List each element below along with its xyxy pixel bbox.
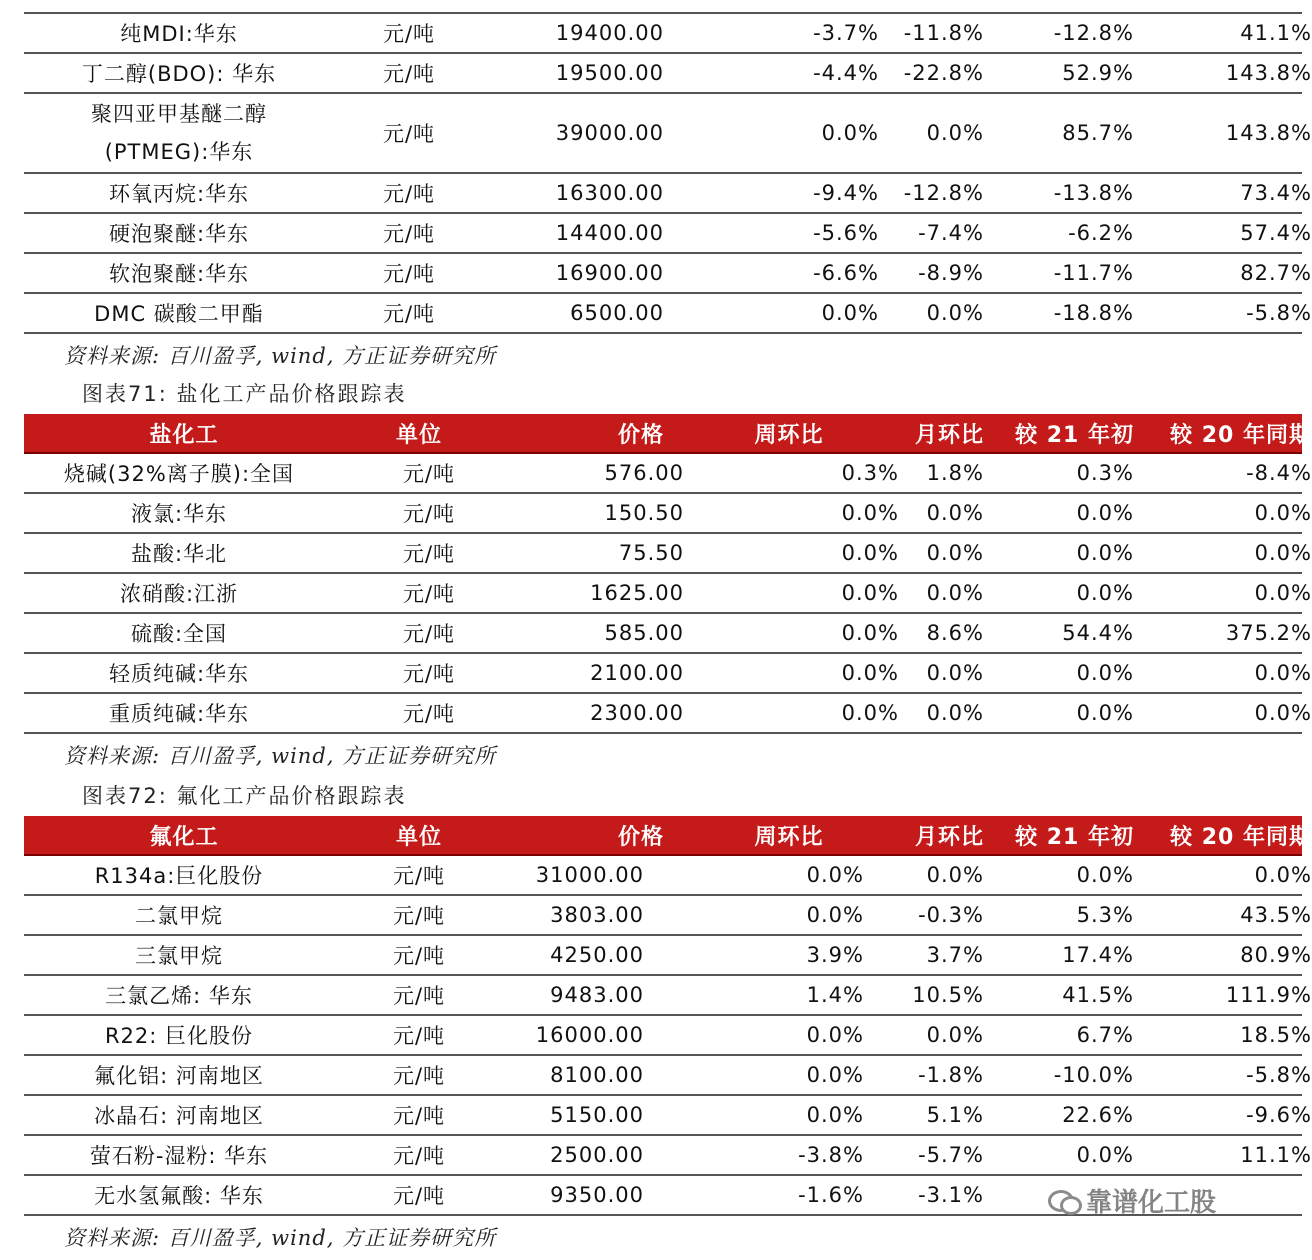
cell-vs-21-start: 41.5% <box>1062 983 1134 1007</box>
cell-vs-21-start: 0.0% <box>1076 701 1134 725</box>
table-row <box>24 856 1312 896</box>
cell-vs-21-start: -18.8% <box>1053 301 1134 325</box>
cell-unit: 元/吨 <box>382 62 436 86</box>
cell-price: 2300.00 <box>590 701 684 725</box>
cell-price: 9350.00 <box>550 1183 644 1207</box>
table-72 <box>24 816 1312 1216</box>
cell-month-change: 1.8% <box>926 461 984 485</box>
cell-month-change: 0.0% <box>926 863 984 887</box>
cell-price: 3803.00 <box>550 903 644 927</box>
cell-week-change: -4.4% <box>813 61 879 85</box>
header-price: 价格 <box>617 824 664 850</box>
cell-price: 19400.00 <box>555 21 664 45</box>
cell-month-change: -1.8% <box>918 1063 984 1087</box>
cell-price: 4250.00 <box>550 943 644 967</box>
cell-week-change: 0.0% <box>841 621 899 645</box>
cell-week-change: 0.0% <box>841 661 899 685</box>
cell-week-change: 0.0% <box>806 1023 864 1047</box>
cell-price: 6500.00 <box>570 301 664 325</box>
table-row <box>24 214 1312 254</box>
header-vs-21-start: 较 21 年初 <box>1015 422 1134 448</box>
header-week-change: 周环比 <box>754 824 824 850</box>
table-row <box>24 614 1312 654</box>
cell-name: 液氯:华东 <box>130 502 228 526</box>
watermark-text: 靠谱化工股 <box>1086 1187 1217 1218</box>
table-header-row <box>24 816 1312 856</box>
cell-unit: 元/吨 <box>392 1064 446 1088</box>
cell-vs-21-start: -10.0% <box>1053 1063 1134 1087</box>
cell-month-change: 0.0% <box>926 701 984 725</box>
cell-name: R22: 巨化股份 <box>104 1024 254 1048</box>
cell-week-change: 3.9% <box>806 943 864 967</box>
cell-month-change: -0.3% <box>918 903 984 927</box>
header-price: 价格 <box>617 422 664 448</box>
cell-month-change: 0.0% <box>926 581 984 605</box>
cell-unit: 元/吨 <box>392 904 446 928</box>
table-row <box>24 14 1312 54</box>
cell-month-change: 0.0% <box>926 541 984 565</box>
cell-name: 轻质纯碱:华东 <box>108 662 250 686</box>
header-vs-21-start: 较 21 年初 <box>1015 824 1134 850</box>
cell-week-change: -6.6% <box>813 261 879 285</box>
table-row <box>24 574 1312 614</box>
cell-price: 19500.00 <box>555 61 664 85</box>
cell-name: 萤石粉-湿粉: 华东 <box>89 1144 269 1168</box>
cell-vs-20-same: 0.0% <box>1254 581 1312 605</box>
cell-unit: 元/吨 <box>392 1024 446 1048</box>
header-month-change: 月环比 <box>914 422 984 448</box>
watermark <box>1046 1182 1276 1218</box>
cell-price: 585.00 <box>604 621 684 645</box>
cell-vs-20-same: 57.4% <box>1240 221 1312 245</box>
table-71 <box>24 414 1312 734</box>
cell-week-change: 0.3% <box>841 461 899 485</box>
cell-unit: 元/吨 <box>382 182 436 206</box>
cell-month-change: -11.8% <box>903 21 984 45</box>
cell-vs-21-start: -11.7% <box>1053 261 1134 285</box>
table-row <box>24 896 1312 936</box>
source-note: 资料来源: 百川盈孚, wind, 方正证券研究所 <box>64 744 497 768</box>
cell-month-change: -22.8% <box>903 61 984 85</box>
cell-week-change: 0.0% <box>841 581 899 605</box>
cell-unit: 元/吨 <box>402 622 456 646</box>
cell-name: 氟化铝: 河南地区 <box>94 1064 264 1088</box>
cell-vs-21-start: 52.9% <box>1062 61 1134 85</box>
cell-week-change: 0.0% <box>806 1103 864 1127</box>
header-vs-20-same: 较 20 年同期 <box>1170 824 1312 850</box>
cell-vs-21-start: 85.7% <box>1062 121 1134 145</box>
cell-vs-20-same: 143.8% <box>1225 61 1312 85</box>
cell-vs-20-same: 0.0% <box>1254 701 1312 725</box>
cell-price: 16300.00 <box>555 181 664 205</box>
cell-name-line1: 聚四亚甲基醚二醇 <box>91 102 267 126</box>
header-unit: 单位 <box>395 824 442 850</box>
header-unit: 单位 <box>395 422 442 448</box>
cell-week-change: -3.7% <box>813 21 879 45</box>
cell-week-change: 0.0% <box>841 501 899 525</box>
cell-month-change: -12.8% <box>903 181 984 205</box>
cell-unit: 元/吨 <box>402 542 456 566</box>
cell-week-change: -5.6% <box>813 221 879 245</box>
cell-vs-20-same: 41.1% <box>1240 21 1312 45</box>
cell-unit: 元/吨 <box>402 702 456 726</box>
cell-week-change: -1.6% <box>798 1183 864 1207</box>
cell-name: 硬泡聚醚:华东 <box>108 222 250 246</box>
cell-unit: 元/吨 <box>382 222 436 246</box>
cell-name: 三氯甲烷 <box>135 944 223 968</box>
cell-unit: 元/吨 <box>402 502 456 526</box>
cell-vs-21-start: 17.4% <box>1062 943 1134 967</box>
cell-vs-21-start: 0.0% <box>1076 863 1134 887</box>
table-row <box>24 294 1312 334</box>
cell-vs-21-start: 0.0% <box>1076 1143 1134 1167</box>
cell-price: 16000.00 <box>535 1023 644 1047</box>
cell-month-change: 0.0% <box>926 661 984 685</box>
cell-month-change: -5.7% <box>918 1143 984 1167</box>
cell-price: 8100.00 <box>550 1063 644 1087</box>
table-row <box>24 94 1312 174</box>
cell-month-change: -7.4% <box>918 221 984 245</box>
cell-name: 冰晶石: 河南地区 <box>94 1104 264 1128</box>
cell-unit: 元/吨 <box>382 22 436 46</box>
cell-vs-20-same: 73.4% <box>1240 181 1312 205</box>
header-name: 盐化工 <box>149 422 219 448</box>
cell-unit: 元/吨 <box>392 864 446 888</box>
cell-name: DMC 碳酸二甲酯 <box>94 302 264 326</box>
cell-vs-20-same: -5.8% <box>1246 1063 1312 1087</box>
cell-vs-20-same: -5.8% <box>1246 301 1312 325</box>
cell-name-line2: (PTMEG):华东 <box>104 140 254 164</box>
cell-month-change: 3.7% <box>926 943 984 967</box>
cell-vs-21-start: -6.2% <box>1068 221 1134 245</box>
header-month-change: 月环比 <box>914 824 984 850</box>
cell-month-change: -3.1% <box>918 1183 984 1207</box>
cell-vs-21-start: 5.3% <box>1076 903 1134 927</box>
cell-unit: 元/吨 <box>382 302 436 326</box>
cell-name: R134a:巨化股份 <box>94 864 264 888</box>
cell-week-change: -3.8% <box>798 1143 864 1167</box>
table-row <box>24 694 1312 734</box>
source-note: 资料来源: 百川盈孚, wind, 方正证券研究所 <box>64 1226 497 1250</box>
cell-price: 150.50 <box>604 501 684 525</box>
cell-vs-20-same: 82.7% <box>1240 261 1312 285</box>
table-row <box>24 534 1312 574</box>
cell-vs-20-same: -8.4% <box>1246 461 1312 485</box>
table-row <box>24 1056 1312 1096</box>
cell-name: 硫酸:全国 <box>130 622 228 646</box>
cell-name: 无水氢氟酸: 华东 <box>94 1184 264 1208</box>
table-caption: 图表72: 氟化工产品价格跟踪表 <box>82 784 407 808</box>
cell-week-change: 0.0% <box>806 1063 864 1087</box>
cell-week-change: 1.4% <box>806 983 864 1007</box>
source-note: 资料来源: 百川盈孚, wind, 方正证券研究所 <box>64 344 497 368</box>
table-row <box>24 174 1312 214</box>
cell-week-change: 0.0% <box>821 301 879 325</box>
cell-vs-20-same: 11.1% <box>1240 1143 1312 1167</box>
cell-price: 2500.00 <box>550 1143 644 1167</box>
table-row <box>24 1016 1312 1056</box>
cell-name: 盐酸:华北 <box>130 542 228 566</box>
cell-month-change: 10.5% <box>912 983 984 1007</box>
cell-name: 丁二醇(BDO): 华东 <box>81 62 277 86</box>
cell-month-change: 0.0% <box>926 121 984 145</box>
table-row <box>24 494 1312 534</box>
cell-vs-20-same: 375.2% <box>1225 621 1312 645</box>
cell-month-change: 8.6% <box>926 621 984 645</box>
table-row <box>24 1096 1312 1136</box>
cell-vs-21-start: 0.0% <box>1076 581 1134 605</box>
table-row <box>24 254 1312 294</box>
cell-vs-20-same: 0.0% <box>1254 541 1312 565</box>
cell-unit: 元/吨 <box>402 582 456 606</box>
cell-vs-20-same: 80.9% <box>1240 943 1312 967</box>
header-vs-20-same: 较 20 年同期 <box>1170 422 1312 448</box>
cell-vs-21-start: 0.3% <box>1076 461 1134 485</box>
cell-week-change: -9.4% <box>813 181 879 205</box>
header-name: 氟化工 <box>149 824 219 850</box>
cell-vs-21-start: 22.6% <box>1062 1103 1134 1127</box>
cell-vs-20-same: 111.9% <box>1225 983 1312 1007</box>
cell-vs-21-start: -12.8% <box>1053 21 1134 45</box>
table-70 <box>24 12 1312 334</box>
cell-price: 576.00 <box>604 461 684 485</box>
header-week-change: 周环比 <box>754 422 824 448</box>
cell-week-change: 0.0% <box>806 903 864 927</box>
cell-week-change: 0.0% <box>806 863 864 887</box>
cell-unit: 元/吨 <box>382 262 436 286</box>
cell-vs-20-same: 143.8% <box>1225 121 1312 145</box>
cell-name <box>24 94 334 172</box>
cell-unit: 元/吨 <box>392 1104 446 1128</box>
cell-vs-21-start: 6.7% <box>1076 1023 1134 1047</box>
cell-price: 75.50 <box>618 541 684 565</box>
cell-week-change: 0.0% <box>841 541 899 565</box>
cell-name: 二氯甲烷 <box>135 904 223 928</box>
cell-vs-21-start: 0.0% <box>1076 661 1134 685</box>
cell-unit: 元/吨 <box>392 944 446 968</box>
cell-price: 39000.00 <box>555 121 664 145</box>
cell-price: 9483.00 <box>550 983 644 1007</box>
cell-price: 31000.00 <box>535 863 644 887</box>
cell-month-change: 5.1% <box>926 1103 984 1127</box>
cell-unit: 元/吨 <box>392 1184 446 1208</box>
cell-price: 16900.00 <box>555 261 664 285</box>
cell-vs-20-same: 0.0% <box>1254 501 1312 525</box>
cell-vs-20-same: 18.5% <box>1240 1023 1312 1047</box>
cell-vs-21-start: 0.0% <box>1076 501 1134 525</box>
cell-name: 浓硝酸:江浙 <box>119 582 239 606</box>
cell-name: 纯MDI:华东 <box>120 22 238 46</box>
cell-month-change: 0.0% <box>926 501 984 525</box>
cell-vs-20-same: 0.0% <box>1254 661 1312 685</box>
cell-week-change: 0.0% <box>841 701 899 725</box>
cell-price: 1625.00 <box>590 581 684 605</box>
cell-vs-20-same: -9.6% <box>1246 1103 1312 1127</box>
table-row <box>24 454 1312 494</box>
cell-vs-20-same: 43.5% <box>1240 903 1312 927</box>
cell-name: 重质纯碱:华东 <box>108 702 250 726</box>
cell-price: 5150.00 <box>550 1103 644 1127</box>
cell-unit: 元/吨 <box>392 1144 446 1168</box>
cell-name: 烧碱(32%离子膜):全国 <box>63 462 295 486</box>
table-header-row <box>24 414 1312 454</box>
table-row <box>24 1136 1312 1176</box>
wechat-icon <box>1046 1186 1080 1214</box>
table-row <box>24 976 1312 1016</box>
cell-price: 2100.00 <box>590 661 684 685</box>
cell-price: 14400.00 <box>555 221 664 245</box>
cell-vs-21-start: 0.0% <box>1076 541 1134 565</box>
cell-name: 三氯乙烯: 华东 <box>105 984 253 1008</box>
cell-unit: 元/吨 <box>402 662 456 686</box>
cell-month-change: 0.0% <box>926 1023 984 1047</box>
cell-month-change: -8.9% <box>918 261 984 285</box>
table-row <box>24 54 1312 94</box>
cell-vs-21-start: 54.4% <box>1062 621 1134 645</box>
cell-name: 环氧丙烷:华东 <box>108 182 250 206</box>
table-row <box>24 654 1312 694</box>
cell-vs-20-same: 0.0% <box>1254 863 1312 887</box>
table-caption: 图表71: 盐化工产品价格跟踪表 <box>82 382 407 406</box>
cell-unit: 元/吨 <box>382 122 436 146</box>
cell-unit: 元/吨 <box>392 984 446 1008</box>
cell-month-change: 0.0% <box>926 301 984 325</box>
cell-unit: 元/吨 <box>402 462 456 486</box>
table-row <box>24 936 1312 976</box>
cell-week-change: 0.0% <box>821 121 879 145</box>
cell-vs-21-start: -13.8% <box>1053 181 1134 205</box>
cell-name: 软泡聚醚:华东 <box>108 262 250 286</box>
